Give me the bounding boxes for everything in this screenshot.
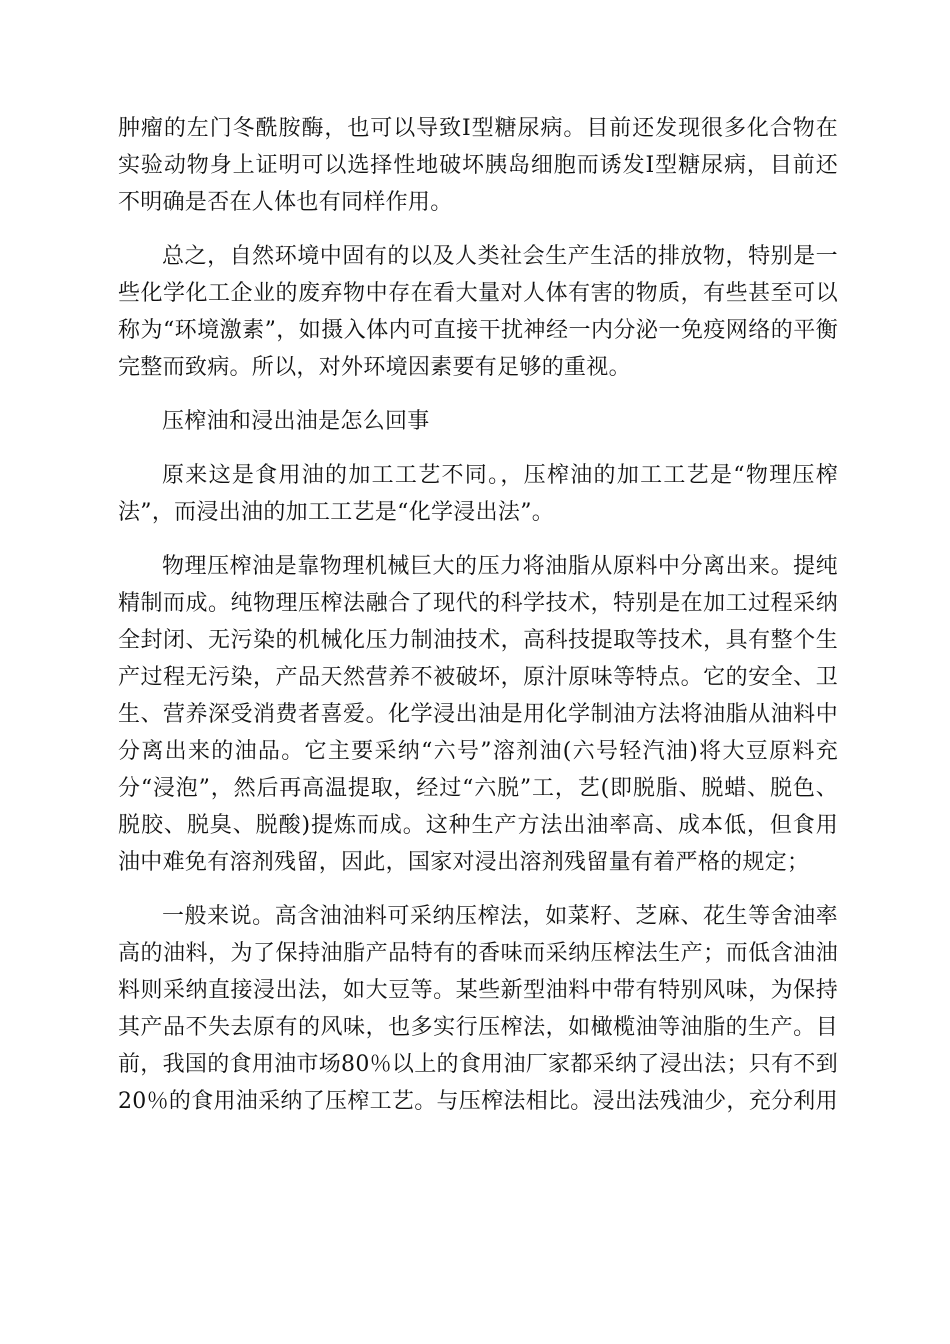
paragraph-general-usage: 一般来说。高含油油料可采纳压榨法，如菜籽、芝麻、花生等舍油率高的油料，为了保持油脂产品特有的香味而采纳压榨法生产；而低含油油料则采纳直接浸出法，如大豆等。某些新型油料中带有特别风味，为保持其产品不失去原有的风味，也多实行压榨法，如橄榄油等油脂的生产。目前，我国的食用油市场80％以上的食用油厂家都采纳了浸出法；只有不到20％的食用油采纳了压榨工艺。与压榨法相比。浸出法残油少，充分利用 (118, 904, 838, 1114)
section-heading: 压榨油和浸出油是怎么回事 (162, 409, 430, 434)
paragraph-environment-summary: 总之，自然环境中固有的以及人类社会生产生活的排放物，特别是一些化学化工企业的废弃物中存在看大量对人体有害的物质，有些甚至可以称为“环境激素”，如摄入体内可直接干扰神经一内分泌一免疫网络的平衡完整而致病。所以，对外环境因素要有足够的重视。 (118, 244, 838, 380)
paragraph-process-difference: 原来这是食用油的加工工艺不同。，压榨油的加工工艺是“物理压榨法”，而浸出油的加工工艺是“化学浸出法”。 (118, 463, 838, 525)
paragraph-pressed-vs-extracted: 物理压榨油是靠物理机械巨大的压力将油脂从原料中分离出来。提纯精制而成。纯物理压榨法融合了现代的科学技术，特别是在加工过程采纳全封闭、无污染的机械化压力制油技术，高科技提取等技术，具有整个生产过程无污染，产品天然营养不被破坏，原汁原味等特点。它的安全、卫生、营养深受消费者喜爱。化学浸出油是用化学制油方法将油脂从油料中分离出来的油品。它主要采纳“六号”溶剂油(六号轻汽油)将大豆原料充分“浸泡”，然后再高温提取，经过“六脱”工，艺(即脱脂、脱蜡、脱色、脱胶、脱臭、脱酸)提炼而成。这种生产方法出油率高、成本低，但食用油中难免有溶剂残留，因此，国家对浸出溶剂残留量有着严格的规定； (118, 554, 838, 875)
document-page (118, 110, 838, 1120)
paragraph-diabetes-cause: 肿瘤的左门冬酰胺酶，也可以导致Ⅰ型糖尿病。目前还发现很多化合物在实验动物身上证明可以选择性地破坏胰岛细胞而诱发Ⅰ型糖尿病，目前还不明确是否在人体也有同样作用。 (118, 116, 838, 215)
